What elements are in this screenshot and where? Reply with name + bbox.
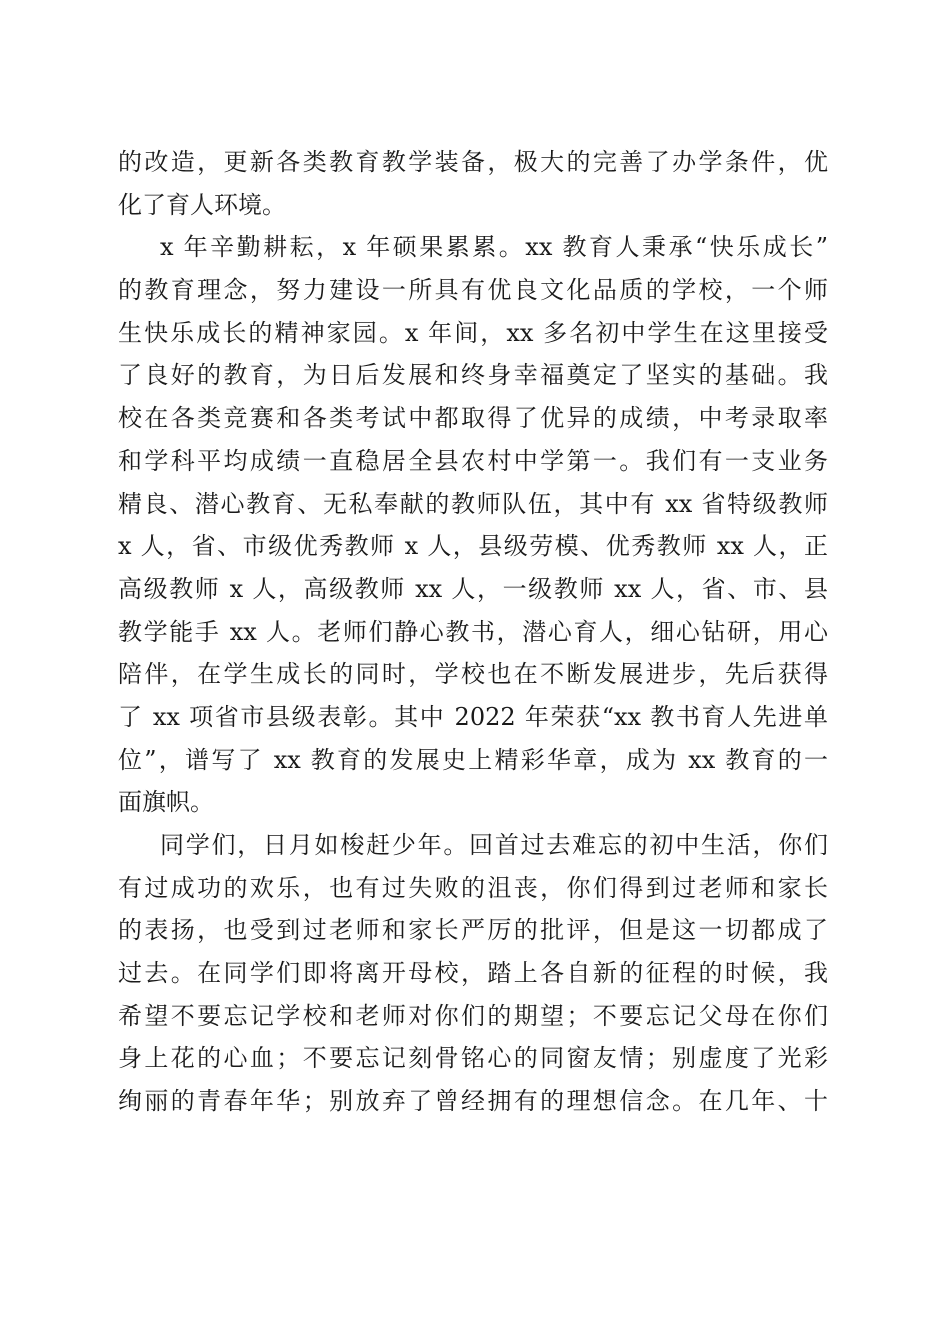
paragraph-2-line-8: x 人，省、市级优秀教师 x 人，县级劳模、优秀教师 xx 人，正 [118,532,828,561]
paragraph-2-line-7: 精良、潜心教育、无私奉献的教师队伍，其中有 xx 省特级教师 [118,489,828,518]
paragraph-3-line-3: 的表扬，也受到过老师和家长严厉的批评，但是这一切都成了 [118,916,828,945]
paragraph-1-line-2: 化了育人环境。 [118,190,286,219]
paragraph-2-line-9: 高级教师 x 人，高级教师 xx 人，一级教师 xx 人，省、市、县 [118,574,828,603]
paragraph-2-line-2: 的教育理念，努力建设一所具有优良文化品质的学校，一个师 [118,276,828,305]
paragraph-3-line-2: 有过成功的欢乐，也有过失败的沮丧，你们得到过老师和家长 [118,873,828,902]
paragraph-2-line-5: 校在各类竞赛和各类考试中都取得了优异的成绩，中考录取率 [118,404,828,433]
paragraph-3-line-1: 同学们，日月如梭赶少年。回首过去难忘的初中生活，你们 [160,831,828,859]
paragraph-3-line-7: 绚丽的青春年华；别放弃了曾经拥有的理想信念。在几年、十 [118,1087,828,1116]
paragraph-3-line-5: 希望不要忘记学校和老师对你们的期望；不要忘记父母在你们 [118,1001,828,1030]
paragraph-3-line-4: 过去。在同学们即将离开母校，踏上各自新的征程的时候，我 [118,959,828,988]
paragraph-2-line-6: 和学科平均成绩一直稳居全县农村中学第一。我们有一支业务 [118,446,828,475]
paragraph-2-line-12: 了 xx 项省市县级表彰。其中 2022 年荣获“xx 教书育人先进单 [118,702,828,731]
paragraph-2-line-1: x 年辛勤耕耘，x 年硕果累累。xx 教育人秉承“快乐成长” [160,233,828,262]
paragraph-1-line-1: 的改造，更新各类教育教学装备，极大的完善了办学条件，优 [118,148,828,176]
paragraph-2-line-4: 了良好的教育，为日后发展和终身幸福奠定了坚实的基础。我 [118,361,828,390]
paragraph-2-line-3: 生快乐成长的精神家园。x 年间，xx 多名初中学生在这里接受 [118,318,828,347]
paragraph-2-line-11: 陪伴，在学生成长的同时，学校也在不断发展进步，先后获得 [118,660,828,689]
document-body [118,141,828,1123]
paragraph-2-line-10: 教学能手 xx 人。老师们静心教书，潜心育人，细心钻研，用心 [118,617,828,646]
paragraph-2-line-13: 位”，谱写了 xx 教育的发展史上精彩华章，成为 xx 教育的一 [118,745,828,774]
paragraph-2-line-14: 面旗帜。 [118,788,214,817]
paragraph-3-line-6: 身上花的心血；不要忘记刻骨铭心的同窗友情；别虚度了光彩 [118,1044,828,1073]
